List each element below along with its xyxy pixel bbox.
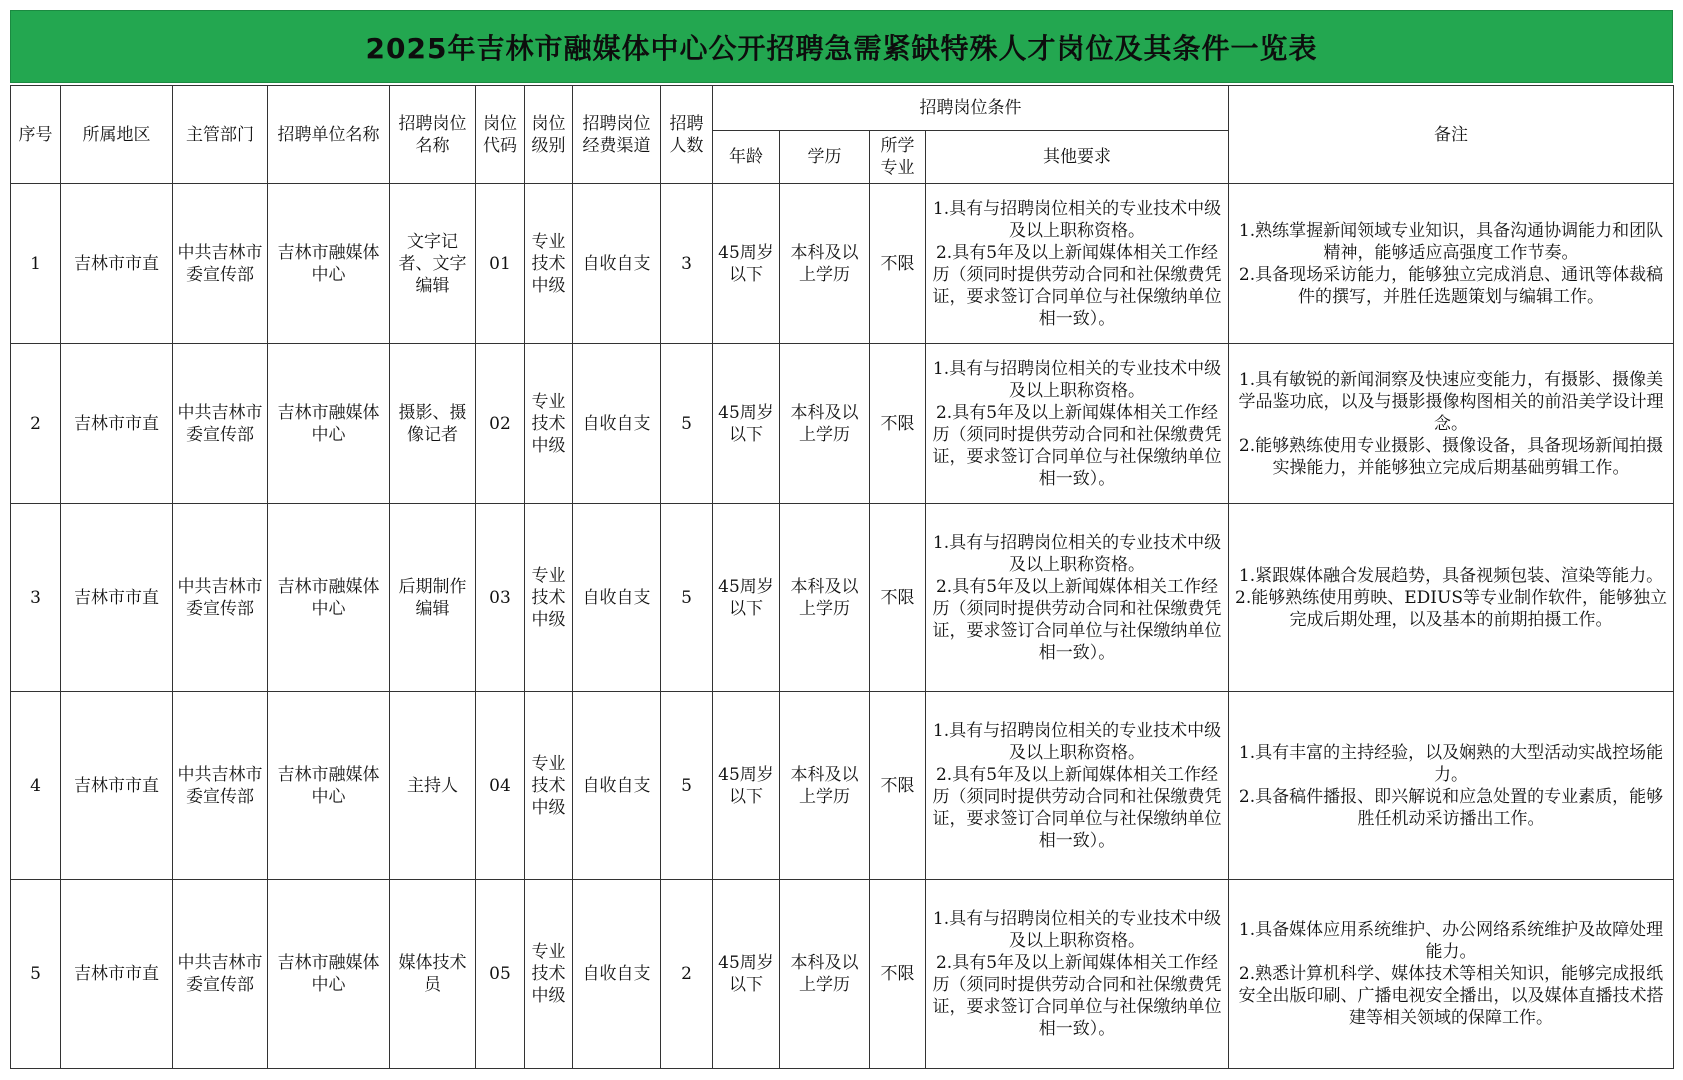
- header-seq: 序号: [11, 86, 61, 184]
- other-req-2: 2.具有5年及以上新闻媒体相关工作经历（须同时提供劳动合同和社保缴费凭证，要求签订合同单位与社保缴纳单位相一致）。: [932, 402, 1222, 489]
- cell-remarks: [1229, 344, 1674, 504]
- cell-employer: 吉林市融媒体中心: [268, 880, 390, 1069]
- other-req-1: 1.具有与招聘岗位相关的专业技术中级及以上职称资格。: [932, 909, 1222, 951]
- remark-2: 2.熟悉计算机科学、媒体技术等相关知识，能够完成报纸安全出版印刷、广播电视安全播出，以及媒体直播技术搭建等相关领域的保障工作。: [1238, 964, 1664, 1028]
- cell-count: 3: [661, 184, 713, 344]
- table-row: [11, 184, 1674, 344]
- cell-employer: 吉林市融媒体中心: [268, 184, 390, 344]
- cell-code: 01: [476, 184, 525, 344]
- header-row: [11, 86, 1674, 131]
- cell-department: 中共吉林市委宣传部: [173, 504, 268, 692]
- cell-count: 5: [661, 692, 713, 880]
- header-other: 其他要求: [926, 131, 1229, 184]
- cell-remarks: [1229, 692, 1674, 880]
- cell-other: [926, 504, 1229, 692]
- table-row: [11, 880, 1674, 1069]
- remark-1: 1.具备媒体应用系统维护、办公网络系统维护及故障处理能力。: [1238, 920, 1664, 962]
- header-region: 所属地区: [61, 86, 173, 184]
- cell-education: 本科及以上学历: [780, 692, 870, 880]
- cell-department: 中共吉林市委宣传部: [173, 880, 268, 1069]
- header-conditions: 招聘岗位条件: [713, 86, 1229, 131]
- cell-seq: 1: [11, 184, 61, 344]
- cell-age: 45周岁以下: [713, 184, 780, 344]
- cell-level: 专业技术中级: [525, 504, 573, 692]
- cell-code: 05: [476, 880, 525, 1069]
- cell-position: 摄影、摄像记者: [390, 344, 476, 504]
- other-req-1: 1.具有与招聘岗位相关的专业技术中级及以上职称资格。: [932, 720, 1222, 763]
- header-employer: 招聘单位名称: [268, 86, 390, 184]
- cell-education: 本科及以上学历: [780, 184, 870, 344]
- other-req-2: 2.具有5年及以上新闻媒体相关工作经历（须同时提供劳动合同和社保缴费凭证，要求签订合同单位与社保缴纳单位相一致）。: [932, 953, 1222, 1039]
- other-req-2: 2.具有5年及以上新闻媒体相关工作经历（须同时提供劳动合同和社保缴费凭证，要求签订合同单位与社保缴纳单位相一致）。: [932, 764, 1222, 851]
- header-department: 主管部门: [173, 86, 268, 184]
- cell-remarks: [1229, 880, 1674, 1069]
- cell-count: 5: [661, 504, 713, 692]
- remark-2: 2.能够熟练使用剪映、EDIUS等专业制作软件，能够独立完成后期处理，以及基本的前期拍摄工作。: [1235, 587, 1667, 630]
- cell-region: 吉林市市直: [61, 344, 173, 504]
- cell-department: 中共吉林市委宣传部: [173, 184, 268, 344]
- header-age: 年龄: [713, 131, 780, 184]
- cell-department: 中共吉林市委宣传部: [173, 692, 268, 880]
- cell-code: 02: [476, 344, 525, 504]
- cell-funding: 自收自支: [573, 184, 661, 344]
- header-position: 招聘岗位名称: [390, 86, 476, 184]
- table-row: [11, 504, 1674, 692]
- header-code: 岗位代码: [476, 86, 525, 184]
- header-funding: 招聘岗位经费渠道: [573, 86, 661, 184]
- cell-position: 媒体技术员: [390, 880, 476, 1069]
- other-req-1: 1.具有与招聘岗位相关的专业技术中级及以上职称资格。: [932, 532, 1222, 575]
- cell-funding: 自收自支: [573, 692, 661, 880]
- cell-other: [926, 880, 1229, 1069]
- remark-2: 2.具备稿件播报、即兴解说和应急处置的专业素质，能够胜任机动采访播出工作。: [1238, 786, 1664, 829]
- cell-seq: 4: [11, 692, 61, 880]
- cell-employer: 吉林市融媒体中心: [268, 344, 390, 504]
- cell-position: 主持人: [390, 692, 476, 880]
- other-req-1: 1.具有与招聘岗位相关的专业技术中级及以上职称资格。: [932, 198, 1222, 241]
- remark-1: 1.熟练掌握新闻领域专业知识，具备沟通协调能力和团队精神，能够适应高强度工作节奏。: [1238, 220, 1664, 263]
- cell-age: 45周岁以下: [713, 504, 780, 692]
- cell-count: 2: [661, 880, 713, 1069]
- cell-age: 45周岁以下: [713, 692, 780, 880]
- remark-1: 1.具有敏锐的新闻洞察及快速应变能力，有摄影、摄像美学品鉴功底，以及与摄影摄像构图相关的前沿美学设计理念。: [1238, 369, 1664, 434]
- cell-funding: 自收自支: [573, 504, 661, 692]
- header-education: 学历: [780, 131, 870, 184]
- other-req-2: 2.具有5年及以上新闻媒体相关工作经历（须同时提供劳动合同和社保缴费凭证，要求签订合同单位与社保缴纳单位相一致）。: [932, 576, 1222, 663]
- cell-employer: 吉林市融媒体中心: [268, 692, 390, 880]
- cell-major: 不限: [870, 344, 926, 504]
- cell-region: 吉林市市直: [61, 504, 173, 692]
- cell-other: [926, 692, 1229, 880]
- table-row: [11, 344, 1674, 504]
- positions-table: [10, 85, 1674, 1069]
- cell-position: 文字记者、文字编辑: [390, 184, 476, 344]
- cell-other: [926, 184, 1229, 344]
- cell-other: [926, 344, 1229, 504]
- page-title: 2025年吉林市融媒体中心公开招聘急需紧缺特殊人才岗位及其条件一览表: [365, 31, 1318, 65]
- cell-seq: 3: [11, 504, 61, 692]
- title-banner: [10, 10, 1673, 83]
- cell-region: 吉林市市直: [61, 692, 173, 880]
- header-count: 招聘人数: [661, 86, 713, 184]
- cell-funding: 自收自支: [573, 880, 661, 1069]
- cell-seq: 5: [11, 880, 61, 1069]
- cell-age: 45周岁以下: [713, 344, 780, 504]
- cell-code: 04: [476, 692, 525, 880]
- cell-funding: 自收自支: [573, 344, 661, 504]
- header-remarks: 备注: [1229, 86, 1674, 184]
- cell-age: 45周岁以下: [713, 880, 780, 1069]
- cell-education: 本科及以上学历: [780, 504, 870, 692]
- cell-level: 专业技术中级: [525, 184, 573, 344]
- other-req-1: 1.具有与招聘岗位相关的专业技术中级及以上职称资格。: [932, 358, 1222, 401]
- cell-count: 5: [661, 344, 713, 504]
- remark-1: 1.紧跟媒体融合发展趋势，具备视频包装、渲染等能力。: [1238, 565, 1664, 586]
- cell-remarks: [1229, 504, 1674, 692]
- cell-code: 03: [476, 504, 525, 692]
- cell-major: 不限: [870, 692, 926, 880]
- cell-major: 不限: [870, 880, 926, 1069]
- cell-department: 中共吉林市委宣传部: [173, 344, 268, 504]
- cell-major: 不限: [870, 504, 926, 692]
- cell-region: 吉林市市直: [61, 880, 173, 1069]
- cell-seq: 2: [11, 344, 61, 504]
- remark-2: 2.具备现场采访能力，能够独立完成消息、通讯等体裁稿件的撰写，并胜任选题策划与编辑工作。: [1238, 264, 1664, 307]
- cell-education: 本科及以上学历: [780, 880, 870, 1069]
- cell-level: 专业技术中级: [525, 344, 573, 504]
- header-level: 岗位级别: [525, 86, 573, 184]
- other-req-2: 2.具有5年及以上新闻媒体相关工作经历（须同时提供劳动合同和社保缴费凭证，要求签订合同单位与社保缴纳单位相一致）。: [932, 242, 1222, 329]
- table-row: [11, 692, 1674, 880]
- header-major: 所学专业: [870, 131, 926, 184]
- cell-employer: 吉林市融媒体中心: [268, 504, 390, 692]
- cell-level: 专业技术中级: [525, 692, 573, 880]
- cell-region: 吉林市市直: [61, 184, 173, 344]
- remark-1: 1.具有丰富的主持经验，以及娴熟的大型活动实战控场能力。: [1238, 742, 1664, 785]
- cell-level: 专业技术中级: [525, 880, 573, 1069]
- cell-remarks: [1229, 184, 1674, 344]
- cell-major: 不限: [870, 184, 926, 344]
- cell-education: 本科及以上学历: [780, 344, 870, 504]
- remark-2: 2.能够熟练使用专业摄影、摄像设备，具备现场新闻拍摄实操能力，并能够独立完成后期基础剪辑工作。: [1238, 435, 1664, 478]
- cell-position: 后期制作编辑: [390, 504, 476, 692]
